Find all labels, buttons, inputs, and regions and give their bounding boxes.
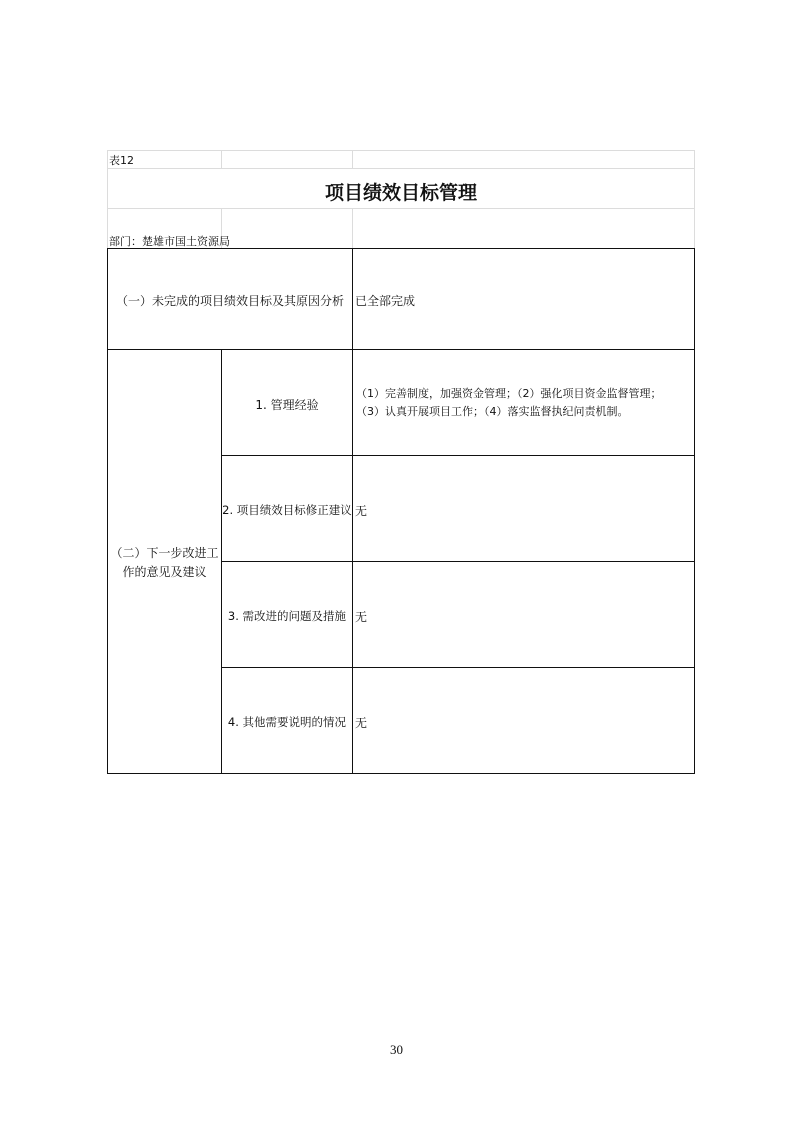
table-border	[107, 773, 695, 774]
item1-value-line1: （1）完善制度，加强资金管理；（2）强化项目资金监督管理；	[356, 387, 662, 400]
table-border	[694, 248, 695, 774]
item2-value: 无	[355, 504, 368, 518]
section2-label-line1: （二）下一步改进工	[110, 546, 219, 560]
gridline	[107, 168, 695, 169]
item3-label: 3. 需改进的问题及措施	[227, 609, 347, 623]
gridline	[107, 150, 695, 151]
item2-label: 2. 项目绩效目标修正建议	[222, 503, 352, 517]
department-label: 部门：楚雄市国土资源局	[109, 235, 230, 248]
item4-label: 4. 其他需要说明的情况	[227, 715, 347, 729]
table-border	[221, 561, 695, 562]
page-number: 30	[390, 1042, 403, 1057]
table-border	[107, 248, 108, 774]
section1-label: （一）未完成的项目绩效目标及其原因分析	[115, 294, 344, 308]
gridline	[352, 208, 353, 248]
item3-value: 无	[355, 610, 368, 624]
table-border	[221, 667, 695, 668]
table-number: 表12	[109, 154, 134, 167]
table-border	[107, 349, 695, 350]
item4-value: 无	[355, 716, 368, 730]
table-border	[352, 248, 353, 774]
item1-label: 1. 管理经验	[255, 398, 319, 412]
gridline	[221, 150, 222, 168]
item1-value-line2: （3）认真开展项目工作；（4）落实监督执纪问责机制。	[356, 405, 629, 418]
table-border	[221, 455, 695, 456]
gridline	[352, 150, 353, 168]
section2-label-line2: 作的意见及建议	[122, 565, 207, 579]
section1-value: 已全部完成	[355, 294, 416, 308]
page-title: 项目绩效目标管理	[324, 182, 477, 204]
gridline	[107, 208, 695, 209]
